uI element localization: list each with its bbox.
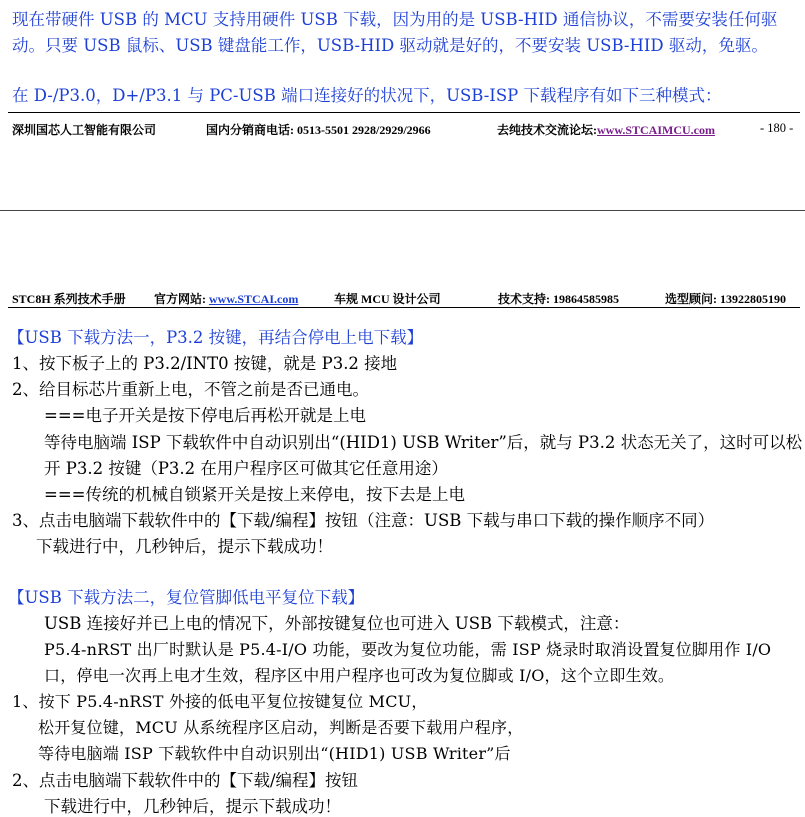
method1-step3: 3、点击电脑端下载软件中的【下载/编程】按钮（注意：USB 下载与串口下载的操作顺序不同） [12, 511, 715, 530]
page2-header-rule [8, 307, 800, 308]
method1-note1: ===电子开关是按下停电后再松开就是上电 [44, 406, 366, 425]
method2-step2: 2、点击电脑端下载软件中的【下载/编程】按钮 [12, 771, 359, 790]
page2-header-support: 技术支持: 19864585985 [498, 292, 619, 306]
method1-step1: 1、按下板子上的 P3.2/INT0 按键，就是 P3.2 接地 [12, 354, 398, 373]
method2-step2-note: 下载进行中，几秒钟后，提示下载成功！ [44, 797, 341, 816]
page2-header-website-label: 官方网站: [154, 292, 209, 306]
page2-header-manual: STC8H 系列技术手册 [12, 292, 126, 306]
page1-footer-phone: 国内分销商电话: 0513-5501 2928/2929/2966 [206, 123, 431, 137]
method2-title: 【USB 下载方法二，复位管脚低电平复位下载】 [8, 588, 365, 607]
method1-step2: 2、给目标芯片重新上电，不管之前是否已通电。 [12, 380, 369, 399]
page-separator [0, 210, 805, 211]
page2-header-website [154, 290, 298, 307]
page2-header-advisor: 选型顾问: 13922805190 [665, 292, 786, 306]
page1-paragraph2: 在 D-/P3.0，D+/P3.1 与 PC-USB 端口连接好的状况下，USB-ISP 下载程序有如下三种模式： [12, 86, 722, 105]
page1-footer-forum [497, 121, 715, 138]
page1-footer-forum-link[interactable]: www.STCAIMCU.com [597, 123, 715, 137]
page1-paragraph1-line2: 动。只要 USB 鼠标、USB 键盘能工作，USB-HID 驱动就是好的，不要安装 USB-HID 驱动，免驱。 [12, 36, 768, 55]
method2-note-line1: P5.4-nRST 出厂时默认是 P5.4-I/O 功能，要改为复位功能，需 ISP 烧录时取消设置复位脚用作 I/O [44, 640, 772, 659]
page1-page-number: - 180 - [760, 121, 794, 135]
method1-step3-note: 下载进行中，几秒钟后，提示下载成功！ [36, 537, 333, 556]
method1-note2-line1: 等待电脑端 ISP 下载软件中自动识别出“(HID1) USB Writer”后，就与 P3.2 状态无关了，这时可以松 [44, 433, 803, 452]
page2-header-company: 车规 MCU 设计公司 [334, 292, 441, 306]
page2-header-website-link[interactable]: www.STCAI.com [209, 292, 299, 306]
method1-note3: ===传统的机械自锁紧开关是按上来停电，按下去是上电 [44, 485, 465, 504]
method2-intro: USB 连接好并已上电的情况下，外部按键复位也可进入 USB 下载模式，注意： [44, 614, 630, 633]
method2-step1-a: 松开复位键，MCU 从系统程序区启动，判断是否要下载用户程序， [38, 718, 524, 737]
method2-step1: 1、按下 P5.4-nRST 外接的低电平复位按键复位 MCU， [12, 692, 428, 711]
method2-note-line2: 口，停电一次再上电才生效，程序区中用户程序也可改为复位脚或 I/O，这个立即生效。 [44, 666, 675, 685]
page1-footer-company: 深圳国芯人工智能有限公司 [12, 123, 157, 137]
method1-title: 【USB 下载方法一，P3.2 按键，再结合停电上电下载】 [8, 328, 424, 347]
page1-paragraph1-line1: 现在带硬件 USB 的 MCU 支持用硬件 USB 下载，因为用的是 USB-HID 通信协议，不需要安装任何驱 [12, 10, 778, 29]
method2-step1-b: 等待电脑端 ISP 下载软件中自动识别出“(HID1) USB Writer”后 [38, 744, 511, 763]
method1-note2-line2: 开 P3.2 按键（P3.2 在用户程序区可做其它任意用途） [44, 459, 448, 478]
page1-footer-forum-label: 去纯技术交流论坛: [497, 123, 597, 137]
page1-footer-rule [8, 112, 800, 113]
